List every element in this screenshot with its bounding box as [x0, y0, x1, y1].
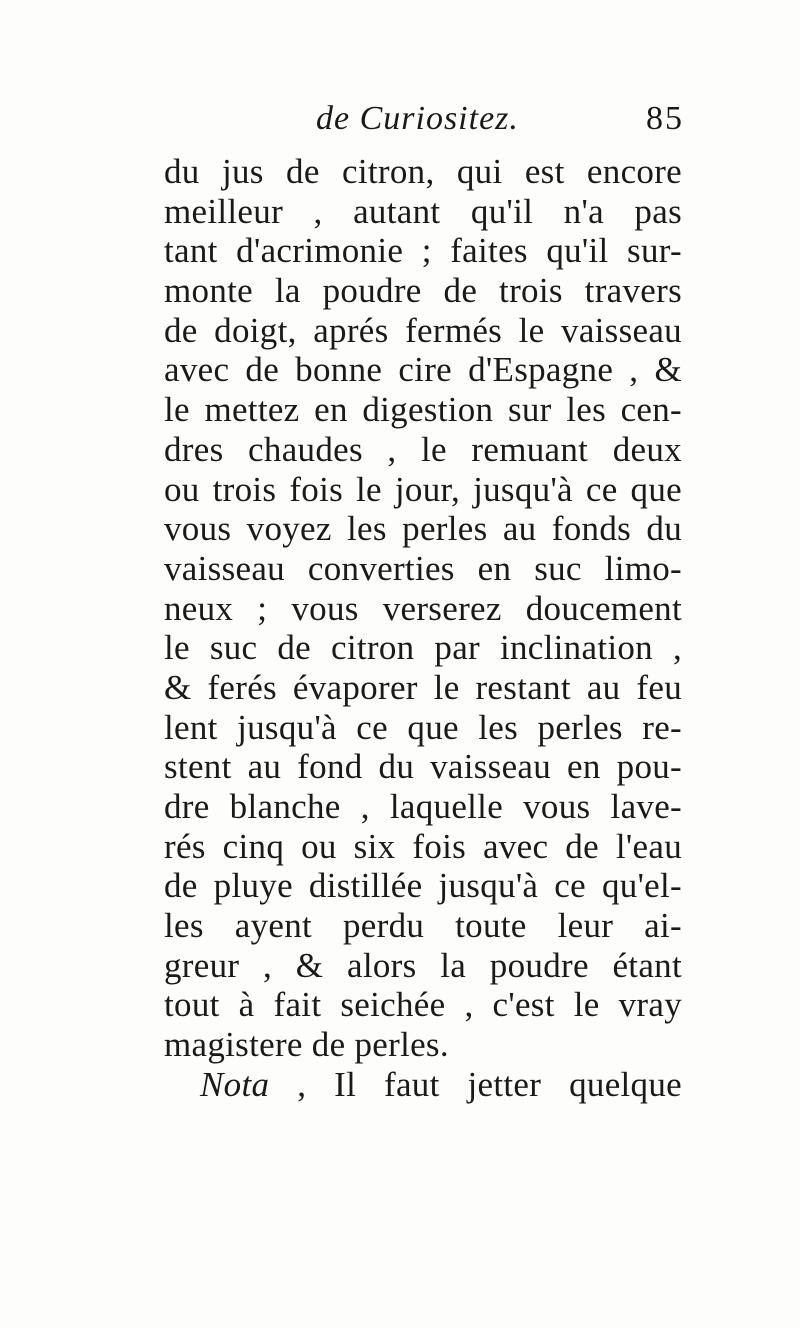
nota-line — [164, 1065, 682, 1105]
text-line: de pluye distillée jusqu'à ce qu'el- — [164, 866, 682, 906]
text-line: du jus de citron, qui est encore — [164, 152, 682, 191]
text-line: le mettez en digestion sur les cen- — [164, 390, 682, 430]
text-line: de doigt, aprés fermés le vaisseau — [164, 310, 682, 350]
text-line: dres chaudes , le remuant deux — [164, 429, 682, 469]
text-line: avec de bonne cire d'Espagne , & — [164, 350, 682, 390]
running-title: de Curiositez. — [316, 100, 519, 137]
body-text — [164, 152, 682, 1105]
text-line: monte la poudre de trois travers — [164, 271, 682, 311]
text-line: vous voyez les perles au fonds du — [164, 509, 682, 549]
nota-word: Nota — [200, 1064, 270, 1104]
text-line: tant d'acrimonie ; faites qu'il sur- — [164, 231, 682, 271]
text-line: vaisseau converties en suc limo- — [164, 548, 682, 588]
text-line: dre blanche , laquelle vous lave- — [164, 787, 682, 826]
text-line: greur , & alors la poudre étant — [164, 945, 682, 985]
page-number: 85 — [646, 100, 684, 137]
text-line: rés cinq ou six fois avec de l'eau — [164, 826, 682, 866]
text-line: tout à fait seichée , c'est le vray — [164, 985, 682, 1025]
text-line: neux ; vous verserez doucement — [164, 588, 682, 628]
text-line: lent jusqu'à ce que les perles re- — [164, 707, 682, 747]
text-line: & ferés évaporer le restant au feu — [164, 667, 682, 707]
text-line: le suc de citron par inclination , — [164, 628, 682, 668]
text-line: meilleur , autant qu'il n'a pas — [164, 191, 682, 231]
text-line: magistere de perles. — [164, 1025, 449, 1065]
text-line: les ayent perdu toute leur ai- — [164, 906, 682, 946]
text-line: stent au fond du vaisseau en pou- — [164, 747, 682, 787]
running-head — [164, 100, 684, 146]
nota-rest: , Il faut jetter quelque — [297, 1064, 682, 1104]
text-line: ou trois fois le jour, jusqu'à ce que — [164, 469, 682, 509]
